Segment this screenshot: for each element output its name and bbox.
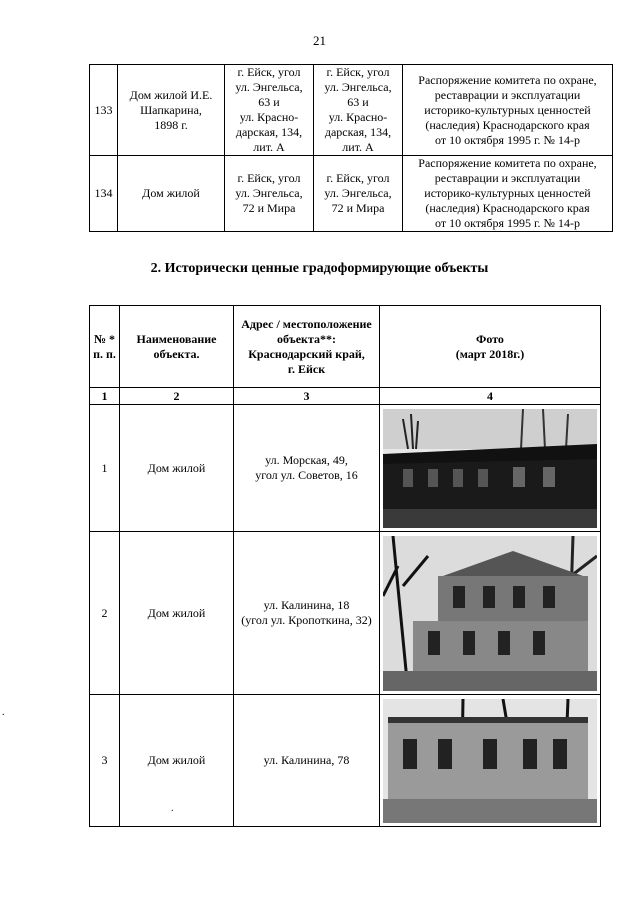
header-num: № * п. п. [90, 306, 120, 388]
col-number: 1 [90, 388, 120, 405]
photo-cell [380, 695, 601, 827]
col-number: 4 [380, 388, 601, 405]
table-header-row [90, 306, 601, 388]
legal-document: Распоряжение комитета по охране, реставрации и эксплуатации историко-культурных ценностей (наследия) Краснодарского края от 10 октября 1995 г. № 14-р [403, 65, 613, 156]
header-photo: Фото (март 2018г.) [380, 306, 601, 388]
object-name: Дом жилой [120, 405, 234, 532]
col-number: 3 [234, 388, 380, 405]
row-number: 3 [90, 695, 120, 827]
table-row [90, 156, 613, 232]
table-row [90, 532, 601, 695]
house-photo-icon [383, 536, 597, 691]
section-heading: 2. Исторически ценные градоформирующие объекты [150, 261, 489, 276]
address-new: г. Ейск, угол ул. Энгельса, 72 и Мира [314, 156, 403, 232]
house-photo-icon [383, 699, 597, 823]
object-name: Дом жилой [118, 156, 225, 232]
house-photo-icon [383, 409, 597, 528]
stray-mark: . [171, 803, 174, 814]
object-name: Дом жилой [120, 532, 234, 695]
legal-document: Распоряжение комитета по охране, реставрации и эксплуатации историко-культурных ценностей (наследия) Краснодарского края от 10 октября 1995 г. № 14-р [403, 156, 613, 232]
table-row [90, 405, 601, 532]
row-number: 134 [90, 156, 118, 232]
city-forming-objects-table [89, 305, 601, 827]
address-old: г. Ейск, угол ул. Энгельса, 72 и Мира [225, 156, 314, 232]
row-number: 2 [90, 532, 120, 695]
object-name: Дом жилой [120, 695, 234, 827]
page-number: 21 [313, 33, 326, 48]
object-address: ул. Морская, 49, угол ул. Советов, 16 [234, 405, 380, 532]
photo-cell [380, 405, 601, 532]
column-number-row [90, 388, 601, 405]
stray-mark: . [2, 707, 5, 718]
object-name: Дом жилой И.Е. Шапкарина, 1898 г. [118, 65, 225, 156]
object-address: ул. Калинина, 18 (угол ул. Кропоткина, 32) [234, 532, 380, 695]
row-number: 1 [90, 405, 120, 532]
photo-cell [380, 532, 601, 695]
col-number: 2 [120, 388, 234, 405]
address-new: г. Ейск, угол ул. Энгельса, 63 и ул. Красно- дарская, 134, лит. А [314, 65, 403, 156]
row-number: 133 [90, 65, 118, 156]
header-name: Наименование объекта. [120, 306, 234, 388]
heritage-table-continuation [89, 64, 613, 232]
object-address: ул. Калинина, 78 [234, 695, 380, 827]
header-address: Адрес / местоположение объекта**: Краснодарский край, г. Ейск [234, 306, 380, 388]
table-row [90, 695, 601, 827]
table-row [90, 65, 613, 156]
address-old: г. Ейск, угол ул. Энгельса, 63 и ул. Красно- дарская, 134, лит. А [225, 65, 314, 156]
